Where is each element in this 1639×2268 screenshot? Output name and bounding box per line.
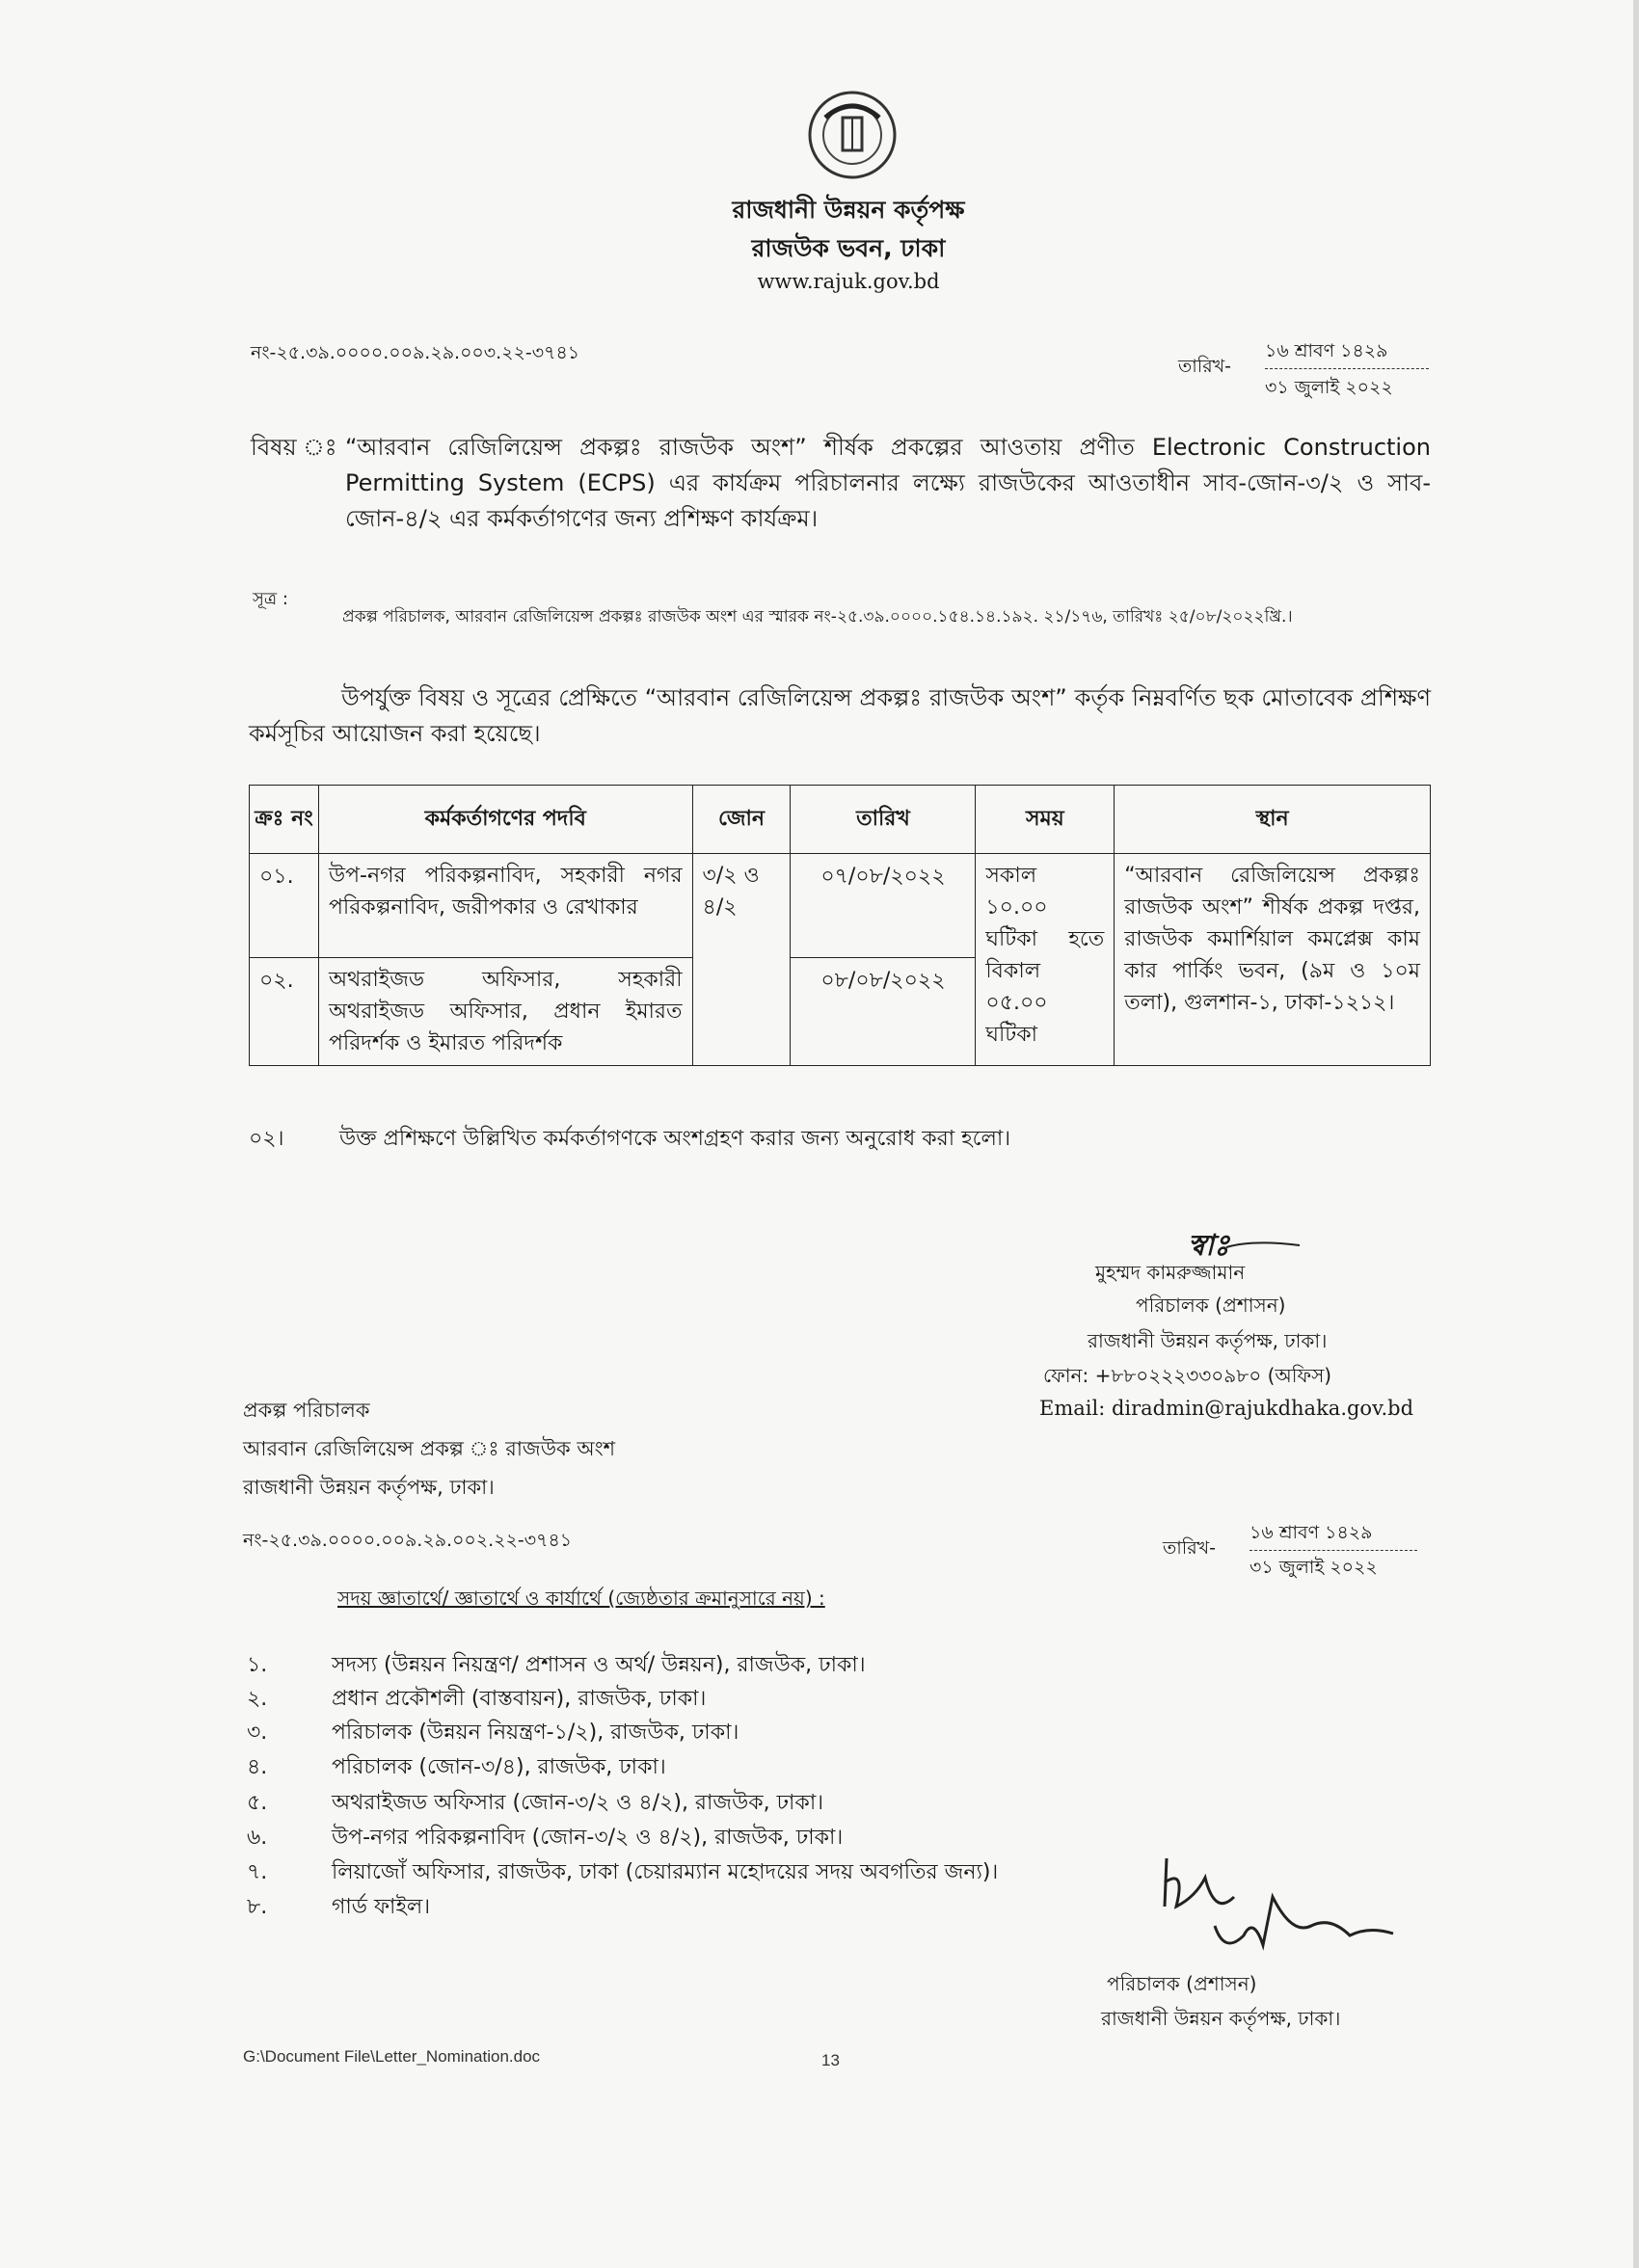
list-item-number: ৫. [247,1791,268,1815]
date-label: তারিখ- [1178,356,1231,377]
rajuk-emblem-icon [806,89,899,181]
list-item-number: ১. [247,1653,268,1677]
list-item: উপ-নগর পরিকল্পনাবিদ (জোন-৩/২ ও ৪/২), রাজউক, ঢাকা। [332,1826,844,1850]
intro-paragraph: উপর্যুক্ত বিষয় ও সূত্রের প্রেক্ষিতে “আরবান রেজিলিয়েন্স প্রকল্পঃ রাজউক অংশ” কর্তৃক নিম্নবর্ণিত ছক মোতাবেক প্রশিক্ষণ কর্মসূচির আয়োজন করা হয়েছে। [249,684,1431,747]
signatory2-office: রাজধানী উন্নয়ন কর্তৃপক্ষ, ঢাকা। [1101,2007,1341,2030]
row-serial: ০২. [250,958,319,1066]
row-designation: উপ-নগর পরিকল্পনাবিদ, সহকারী নগর পরিকল্পনাবিদ, জরীপকার ও রেখাকার [318,854,692,958]
memo2-date-bangla: ১৬ শ্রাবণ ১৪২৯ [1249,1519,1417,1551]
list-item: সদস্য (উন্নয়ন নিয়ন্ত্রণ/ প্রশাসন ও অর্থ/ উন্নয়ন), রাজউক, ঢাকা। [332,1653,866,1677]
col-header-serial: ক্রঃ নং [250,786,319,854]
zone-cell: ৩/২ ও ৪/২ [692,854,791,1066]
row-date: ০৭/০৮/২০২২ [791,854,976,958]
recipient-line3: রাজধানী উন্নয়ন কর্তৃপক্ষ, ঢাকা। [243,1476,495,1499]
list-item: পরিচালক (জোন-৩/৪), রাজউক, ঢাকা। [332,1755,666,1779]
signatory-email: Email: diradmin@rajukdhaka.gov.bd [1039,1397,1414,1420]
signatory2-designation: পরিচালক (প্রশাসন) [1107,1972,1257,1995]
signature-stroke-icon [1224,1230,1302,1259]
row-date: ০৮/০৮/২০২২ [791,958,976,1066]
col-header-time: সময় [976,786,1115,854]
training-schedule-table [249,785,1431,1066]
memo2-number: নং-২৫.৩৯.০০০০.০০৯.২৯.০০২.২২-৩৭৪১ [243,1530,573,1551]
col-header-designation: কর্মকর্তাগণের পদবি [318,786,692,854]
signatory-phone: ফোন: +৮৮০২২২৩৩০৯৮০ (অফিস) [1043,1364,1332,1387]
col-header-zone: জোন [692,786,791,854]
request-text: উক্ত প্রশিক্ষণে উল্লিখিত কর্মকর্তাগণকে অংশগ্রহণ করার জন্য অনুরোধ করা হলো। [339,1127,1011,1151]
memo2-date-label: তারিখ- [1163,1537,1216,1559]
col-header-venue: স্থান [1115,786,1431,854]
list-item: অথরাইজড অফিসার (জোন-৩/২ ও ৪/২), রাজউক, ঢাকা। [332,1791,824,1815]
list-item: লিয়াজোঁ অফিসার, রাজউক, ঢাকা (চেয়ারম্যান মহোদয়ের সদয় অবগতির জন্য)। [332,1860,999,1884]
list-item-number: ৭. [247,1860,268,1884]
org-name: রাজধানী উন্নয়ন কর্তৃপক্ষ [732,196,965,224]
list-item: গার্ড ফাইল। [332,1895,431,1919]
signatory-name: মুহম্মদ কামরুজ্জামান [1095,1261,1246,1284]
recipient-line2: আরবান রেজিলিয়েন্স প্রকল্প ঃ রাজউক অংশ [243,1437,616,1460]
signature-mark: স্বাঃ [1188,1229,1229,1263]
reference-text: প্রকল্প পরিচালক, আরবান রেজিলিয়েন্স প্রকল্পঃ রাজউক অংশ এর স্মারক নং-২৫.৩৯.০০০০.১৫৪.১৪.১৯২. ২১/১৭৬, তারিখঃ ২৫/০৮/২০২২খ্রি.। [342,607,1293,627]
reference-label: সূত্র : [253,589,288,609]
row-designation: অথরাইজড অফিসার, সহকারী অথরাইজড অফিসার, প্রধান ইমারত পরিদর্শক ও ইমারত পরিদর্শক [318,958,692,1066]
date-bangla: ১৬ শ্রাবণ ১৪২৯ [1265,337,1429,369]
memo2-date-english: ৩১ জুলাই ২০২২ [1249,1557,1378,1578]
list-item-number: ৮. [247,1895,268,1919]
list-item-number: ৩. [247,1721,268,1745]
list-item: প্রধান প্রকৌশলী (বাস্তবায়ন), রাজউক, ঢাকা। [332,1687,707,1711]
list-item-number: ৪. [247,1755,268,1779]
signatory-office: রাজধানী উন্নয়ন কর্তৃপক্ষ, ঢাকা। [1088,1329,1328,1352]
request-number: ০২। [249,1127,284,1151]
time-cell: সকাল ১০.০০ ঘটিকা হতে বিকাল ০৫.০০ ঘটিকা [976,854,1115,1066]
scan-edge [1633,0,1639,2268]
table-header-row [250,786,1431,854]
date-english: ৩১ জুলাই ২০২২ [1265,377,1393,398]
venue-cell: “আরবান রেজিলিয়েন্স প্রকল্পঃ রাজউক অংশ” শীর্ষক প্রকল্প দপ্তর, রাজউক কমার্শিয়াল কমপ্লেক্স কাম কার পার্কিং ভবন, (৯ম ও ১০ম তলা), গুলশান-১, ঢাকা-১২১২। [1115,854,1431,1066]
list-item-number: ২. [247,1687,268,1711]
org-address: রাজউক ভবন, ঢাকা [751,234,946,262]
copy-heading: সদয় জ্ঞাতার্থে/ জ্ঞাতার্থে ও কার্যার্থে (জ্যেষ্ঠতার ক্রমানুসারে নয়) : [337,1587,825,1610]
list-item-number: ৬. [247,1826,268,1850]
list-item: পরিচালক (উন্নয়ন নিয়ন্ত্রণ-১/২), রাজউক, ঢাকা। [332,1721,739,1745]
handwritten-signature-icon [1147,1839,1398,1964]
website-link: www.rajuk.gov.bd [757,270,940,293]
footer-page-number: 13 [821,2051,840,2069]
signatory-designation: পরিচালক (প্রশাসন) [1136,1294,1286,1317]
memo-number: নং-২৫.৩৯.০০০০.০০৯.২৯.০০৩.২২-৩৭৪১ [251,342,580,363]
subject-label: বিষয় ঃ [251,434,337,461]
table-row [250,854,1431,958]
footer-file-path: G:\Document File\Letter_Nomination.doc [243,2047,541,2066]
col-header-date: তারিখ [791,786,976,854]
recipient-line1: প্রকল্প পরিচালক [243,1399,370,1422]
subject-text: “আরবান রেজিলিয়েন্স প্রকল্পঃ রাজউক অংশ” শীর্ষক প্রকল্পের আওতায় প্রণীত Electronic Construction Permitting System (ECPS) এর কার্যক্রম পরিচালনার লক্ষ্যে রাজউকের আওতাধীন সাব-জোন-৩/২ ও সাব-জোন-৪/২ এর কর্মকর্তাগণের জন্য প্রশিক্ষণ কার্যক্রম। [345,434,1431,532]
row-serial: ০১. [250,854,319,958]
